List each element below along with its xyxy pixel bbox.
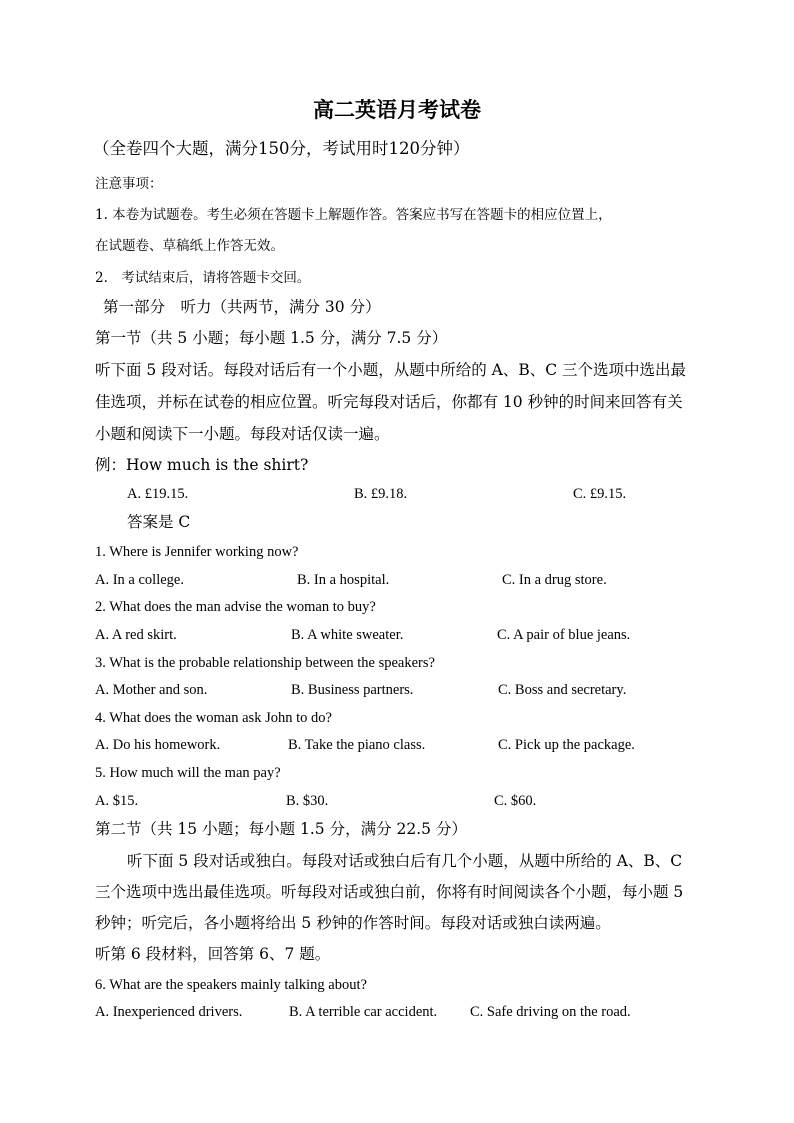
material-6-heading: 听第 6 段材料，回答第 6、7 题。 <box>95 945 331 963</box>
example-option-b: B. £9.18. <box>354 486 408 502</box>
question-3: 3. What is the probable relationship between the speakers? <box>95 655 435 671</box>
question-5-option-b: B. $30. <box>286 793 329 809</box>
section2-instructions-2: 三个选项中选出最佳选项。听每段对话或独白前，你将有时间阅读各个小题，每小题 5 <box>95 883 684 901</box>
example-option-c: C. £9.15. <box>573 486 627 502</box>
question-3-option-b: B. Business partners. <box>291 682 414 698</box>
example-option-a: A. £19.15. <box>127 486 189 502</box>
question-2: 2. What does the man advise the woman to buy? <box>95 599 376 615</box>
question-3-option-c: C. Boss and secretary. <box>498 682 627 698</box>
example-answer: 答案是 C <box>127 513 191 531</box>
notice-item-1-cont: 在试题卷、草稿纸上作答无效。 <box>95 238 284 254</box>
question-4: 4. What does the woman ask John to do? <box>95 710 332 726</box>
question-6-option-b: B. A terrible car accident. <box>289 1004 438 1020</box>
notice-heading: 注意事项： <box>95 176 163 192</box>
question-2-option-b: B. A white sweater. <box>291 627 404 643</box>
question-5-option-c: C. $60. <box>494 793 537 809</box>
question-1: 1. Where is Jennifer working now? <box>95 544 299 560</box>
question-1-option-a: A. In a college. <box>95 572 184 588</box>
notice-item-2: 2. 考试结束后，请将答题卡交回。 <box>95 270 311 286</box>
question-2-option-a: A. A red skirt. <box>95 627 177 643</box>
section2-heading: 第二节（共 15 小题；每小题 1.5 分，满分 22.5 分） <box>95 820 467 838</box>
section1-heading: 第一节（共 5 小题；每小题 1.5 分，满分 7.5 分） <box>95 329 448 347</box>
question-1-option-c: C. In a drug store. <box>502 572 607 588</box>
section1-instructions-1: 听下面 5 段对话。每段对话后有一个小题，从题中所给的 A、B、C 三个选项中选出最 <box>95 361 687 379</box>
question-1-option-b: B. In a hospital. <box>297 572 390 588</box>
section2-instructions-3: 秒钟；听完后，各小题将给出 5 秒钟的作答时间。每段对话或独白读两遍。 <box>95 914 611 932</box>
question-5: 5. How much will the man pay? <box>95 765 281 781</box>
section1-instructions-3: 小题和阅读下一小题。每段对话仅读一遍。 <box>95 425 390 443</box>
section2-instructions-1: 听下面 5 段对话或独白。每段对话或独白后有几个小题，从题中所给的 A、B、C <box>127 852 683 870</box>
question-6: 6. What are the speakers mainly talking about? <box>95 977 367 993</box>
page-title: 高二英语月考试卷 <box>313 97 481 122</box>
example-question: 例：How much is the shirt? <box>95 456 309 474</box>
question-4-option-b: B. Take the piano class. <box>288 737 426 753</box>
section1-instructions-2: 佳选项，并标在试卷的相应位置。听完每段对话后，你都有 10 秒钟的时间来回答有关 <box>95 393 683 411</box>
question-6-option-a: A. Inexperienced drivers. <box>95 1004 243 1020</box>
notice-item-1: 1. 本卷为试题卷。考生必须在答题卡上解题作答。答案应书写在答题卡的相应位置上， <box>95 207 612 223</box>
question-5-option-a: A. $15. <box>95 793 139 809</box>
question-3-option-a: A. Mother and son. <box>95 682 208 698</box>
part1-heading: 第一部分 听力（共两节，满分 30 分） <box>103 298 381 316</box>
question-4-option-a: A. Do his homework. <box>95 737 221 753</box>
exam-subtitle: （全卷四个大题，满分150分，考试用时120分钟） <box>93 139 470 158</box>
question-2-option-c: C. A pair of blue jeans. <box>497 627 631 643</box>
question-4-option-c: C. Pick up the package. <box>498 737 635 753</box>
question-6-option-c: C. Safe driving on the road. <box>470 1004 631 1020</box>
